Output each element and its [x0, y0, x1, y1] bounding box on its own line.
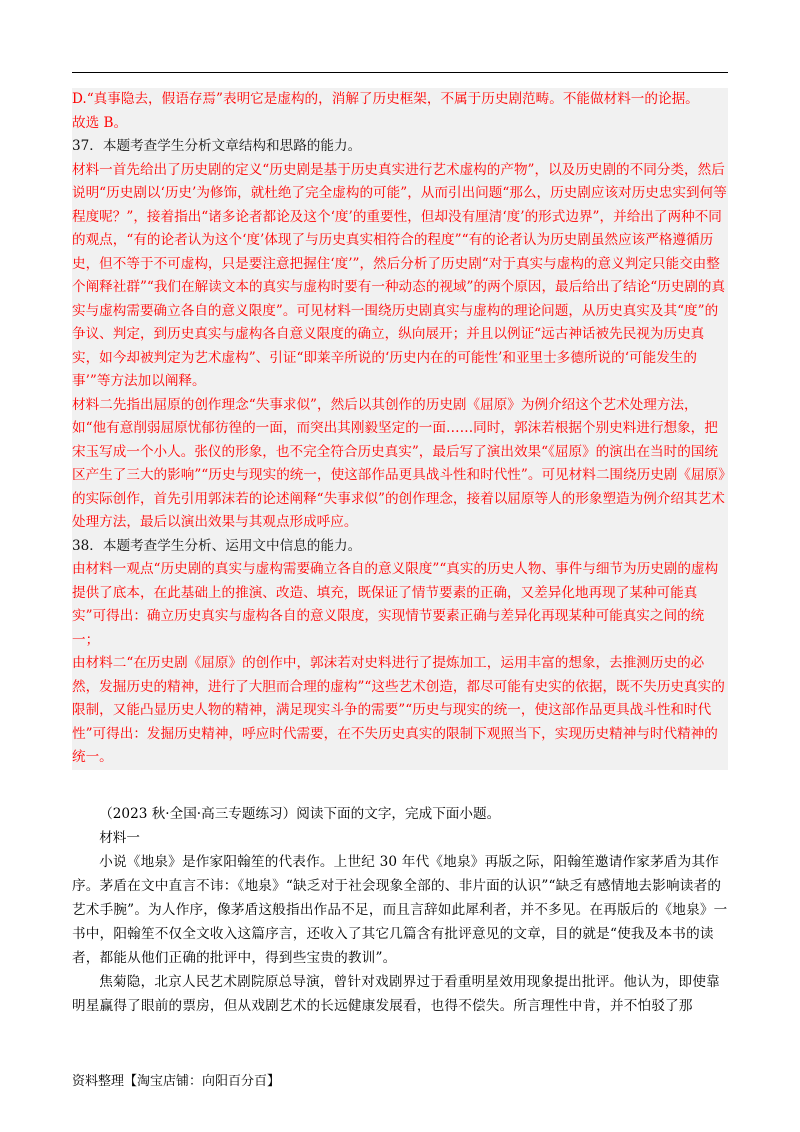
q37-heading: 37．本题考查学生分析文章结构和思路的能力。	[72, 138, 362, 154]
material-label: 材料一	[99, 830, 140, 846]
source-line: （2023 秋·全国·高三专题练习）阅读下面的文字，完成下面小题。	[99, 806, 501, 822]
q37-paragraph-2: 材料二先指出屈原的创作理念“失事求似”，然后以其创作的历史剧《屈原》为例介绍这个艺术处理方法，如“他有意削弱屈原忧郁彷徨的一面，而突出其刚毅坚定的一面……同时，郭沫若根据个别史料进行想象，把宋玉写成一个小人。张仪的形象，也不完全符合历史真实”，最后写了演出效果“《屈原》的演出在当时的国统区产生了三大的影响”“历史与现实的统一，使这部作品更具战斗性和时代性”。可见材料二围绕历史剧《屈原》的实际创作，首先引用郭沫若的论述阐释“失事求似”的创作理念，接着以屈原等人的形象塑造为例介绍其艺术处理方法，最后以演出效果与其观点形成呼应。	[72, 396, 725, 530]
header-rule	[72, 72, 728, 73]
passage-paragraph-1: 小说《地泉》是作家阳翰笙的代表作。上世纪 30 年代《地泉》再版之际，阳翰笙邀请作家茅盾为其作序。茅盾在文中直言不讳：《地泉》“缺乏对于社会现象全部的、非片面的认识”“缺乏有感情地去影响读者的艺术手腕”。为人作序，像茅盾这般指出作品不足，而且言辞如此犀利者，并不多见。在再版后的《地泉》一书中，阳翰笙不仅全文收入这篇序言，还收入了其它几篇含有批评意见的文章，目的就是“使我及本书的读者，都能从他们正确的批评中，得到些宝贵的教训”。	[72, 854, 728, 966]
answer-choice: 故选 B。	[72, 114, 128, 131]
q37-paragraph-1: 材料一首先给出了历史剧的定义“历史剧是基于历史真实进行艺术虚构的产物”，以及历史剧的不同分类，然后说明“历史剧以‘历史’为修饰，就杜绝了完全虚构的可能”，从而引出问题“那么，历史剧应该对历史忠实到何等程度呢？”，接着指出“诸多论者都论及这个‘度’的重要性，但却没有厘清‘度’的形式边界”，并给出了两种不同的观点，“有的论者认为这个‘度’体现了与历史真实相符合的程度”“有的论者认为历史剧虽然应该严格遵循历史，但不等于不可虚构，只是要注意把握住‘度’”，然后分析了历史剧“对于真实与虚构的意义判定只能交由整个阐释社群”“我们在解读文本的真实与虚构时要有一种动态的视域”的两个原因，最后给出了结论“历史剧的真实与虚构需要确立各自的意义限度”。可见材料一围绕历史剧真实与虚构的理论问题，从历史真实及其“度”的争议、判定，到历史真实与虚构各自意义限度的确立，纵向展开；并且以例证“远古神话被先民视为历史真实，如今却被判定为艺术虚构”、引证“即莱辛所说的‘历史内在的可能性’和亚里士多德所说的‘可能发生的事’”等方法加以阐释。	[72, 161, 727, 389]
q38-paragraph-2: 由材料二“在历史剧《屈原》的创作中，郭沫若对史料进行了提炼加工，运用丰富的想象，去推测历史的必然，发掘历史的精神，进行了大胆而合理的虚构”“这些艺术创造，都尽可能有史实的依据，既不失历史真实的限制，又能凸显历史人物的精神，满足现实斗争的需要”“历史与现实的统一，使这部作品更具战斗性和时代性”可得出：发掘历史精神，呼应时代需要，在不失历史真实的限制下观照当下，实现历史精神与时代精神的统一。	[72, 655, 725, 765]
answer-section	[72, 88, 728, 770]
q38-paragraph-1: 由材料一观点“历史剧的真实与虚构需要确立各自的意义限度”“真实的历史人物、事件与细节为历史剧的虚构提供了底本，在此基础上的推演、改造、填充，既保证了情节要素的正确，又差异化地再现了某种可能真实”可得出：确立历史真实与虚构各自的意义限度，实现情节要素正确与差异化再现某种可能真实之间的统一；	[72, 561, 719, 648]
reading-passage	[72, 802, 728, 1018]
passage-paragraph-2: 焦菊隐，北京人民艺术剧院原总导演，曾针对戏剧界过于看重明星效用现象提出批评。他认为，即使靠明星赢得了眼前的票房，但从戏剧艺术的长远健康发展看，也得不偿失。所言理性中肯，并不怕驳了那	[72, 974, 720, 1014]
q38-heading: 38．本题考查学生分析、运用文中信息的能力。	[72, 537, 362, 554]
answer-option-d: D.“真事隐去，假语存焉”表明它是虚构的，消解了历史框架，不属于历史剧范畴。不能做材料一的论据。	[72, 91, 699, 107]
footer-note: 资料整理【淘宝店铺：向阳百分百】	[72, 1074, 281, 1089]
